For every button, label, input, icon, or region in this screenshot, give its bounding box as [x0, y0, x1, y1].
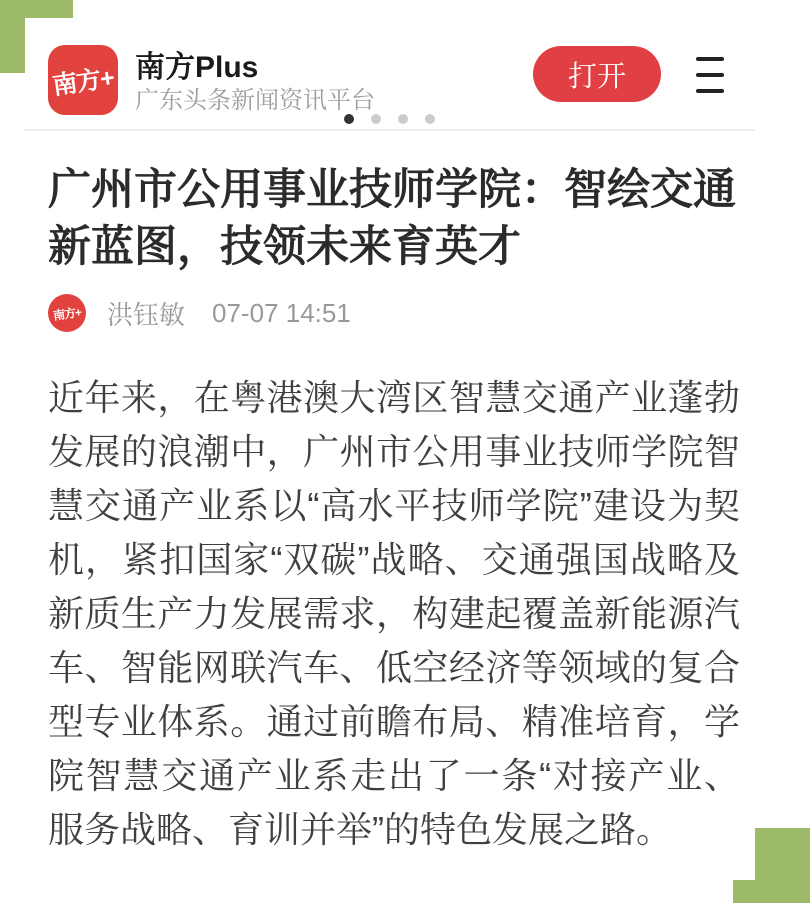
carousel-dots: [24, 114, 755, 124]
article-body-paragraph: 近年来，在粤港澳大湾区智慧交通产业蓬勃发展的浪潮中，广州市公用事业技师学院智慧交通产业系以“高水平技师学院”建设为契机，紧扣国家“双碳”战略、交通强国战略及新质生产力发展需求，构建起覆盖新能源汽车、智能网联汽车、低空经济等领域的复合型专业体系。通过前瞻布局、精准培育，学院智慧交通产业系走出了一条“对接产业、服务战略、育训并举”的特色发展之路。: [48, 377, 740, 850]
article-title: 广州市公用事业技师学院：智绘交通新蓝图，技领未来育英才: [48, 166, 736, 271]
open-app-button[interactable]: 打开: [533, 46, 661, 102]
green-corner-decoration-bottom-right-side: [733, 880, 810, 903]
app-logo-icon[interactable]: [48, 45, 118, 115]
author-avatar: [48, 294, 86, 332]
carousel-dot[interactable]: [425, 114, 435, 124]
publish-time: 07-07 14:51: [212, 297, 351, 328]
author-avatar-logo-text: 南方+: [52, 304, 82, 323]
hamburger-bar: [696, 57, 724, 61]
hamburger-menu-icon[interactable]: [696, 57, 724, 93]
green-corner-decoration-top-left-side: [0, 0, 25, 73]
app-name: 南方Plus: [135, 51, 259, 84]
app-logo-text: 南方+: [50, 63, 116, 101]
article-meta-row: [48, 293, 351, 333]
app-subtitle: 广东头条新闻资讯平台: [135, 87, 375, 114]
carousel-dot-active[interactable]: [344, 114, 354, 124]
carousel-dot[interactable]: [371, 114, 381, 124]
header-divider: [24, 129, 755, 131]
carousel-dot[interactable]: [398, 114, 408, 124]
hamburger-bar: [696, 73, 724, 77]
author-name: 洪钰敏: [107, 299, 186, 330]
hamburger-bar: [696, 89, 724, 93]
